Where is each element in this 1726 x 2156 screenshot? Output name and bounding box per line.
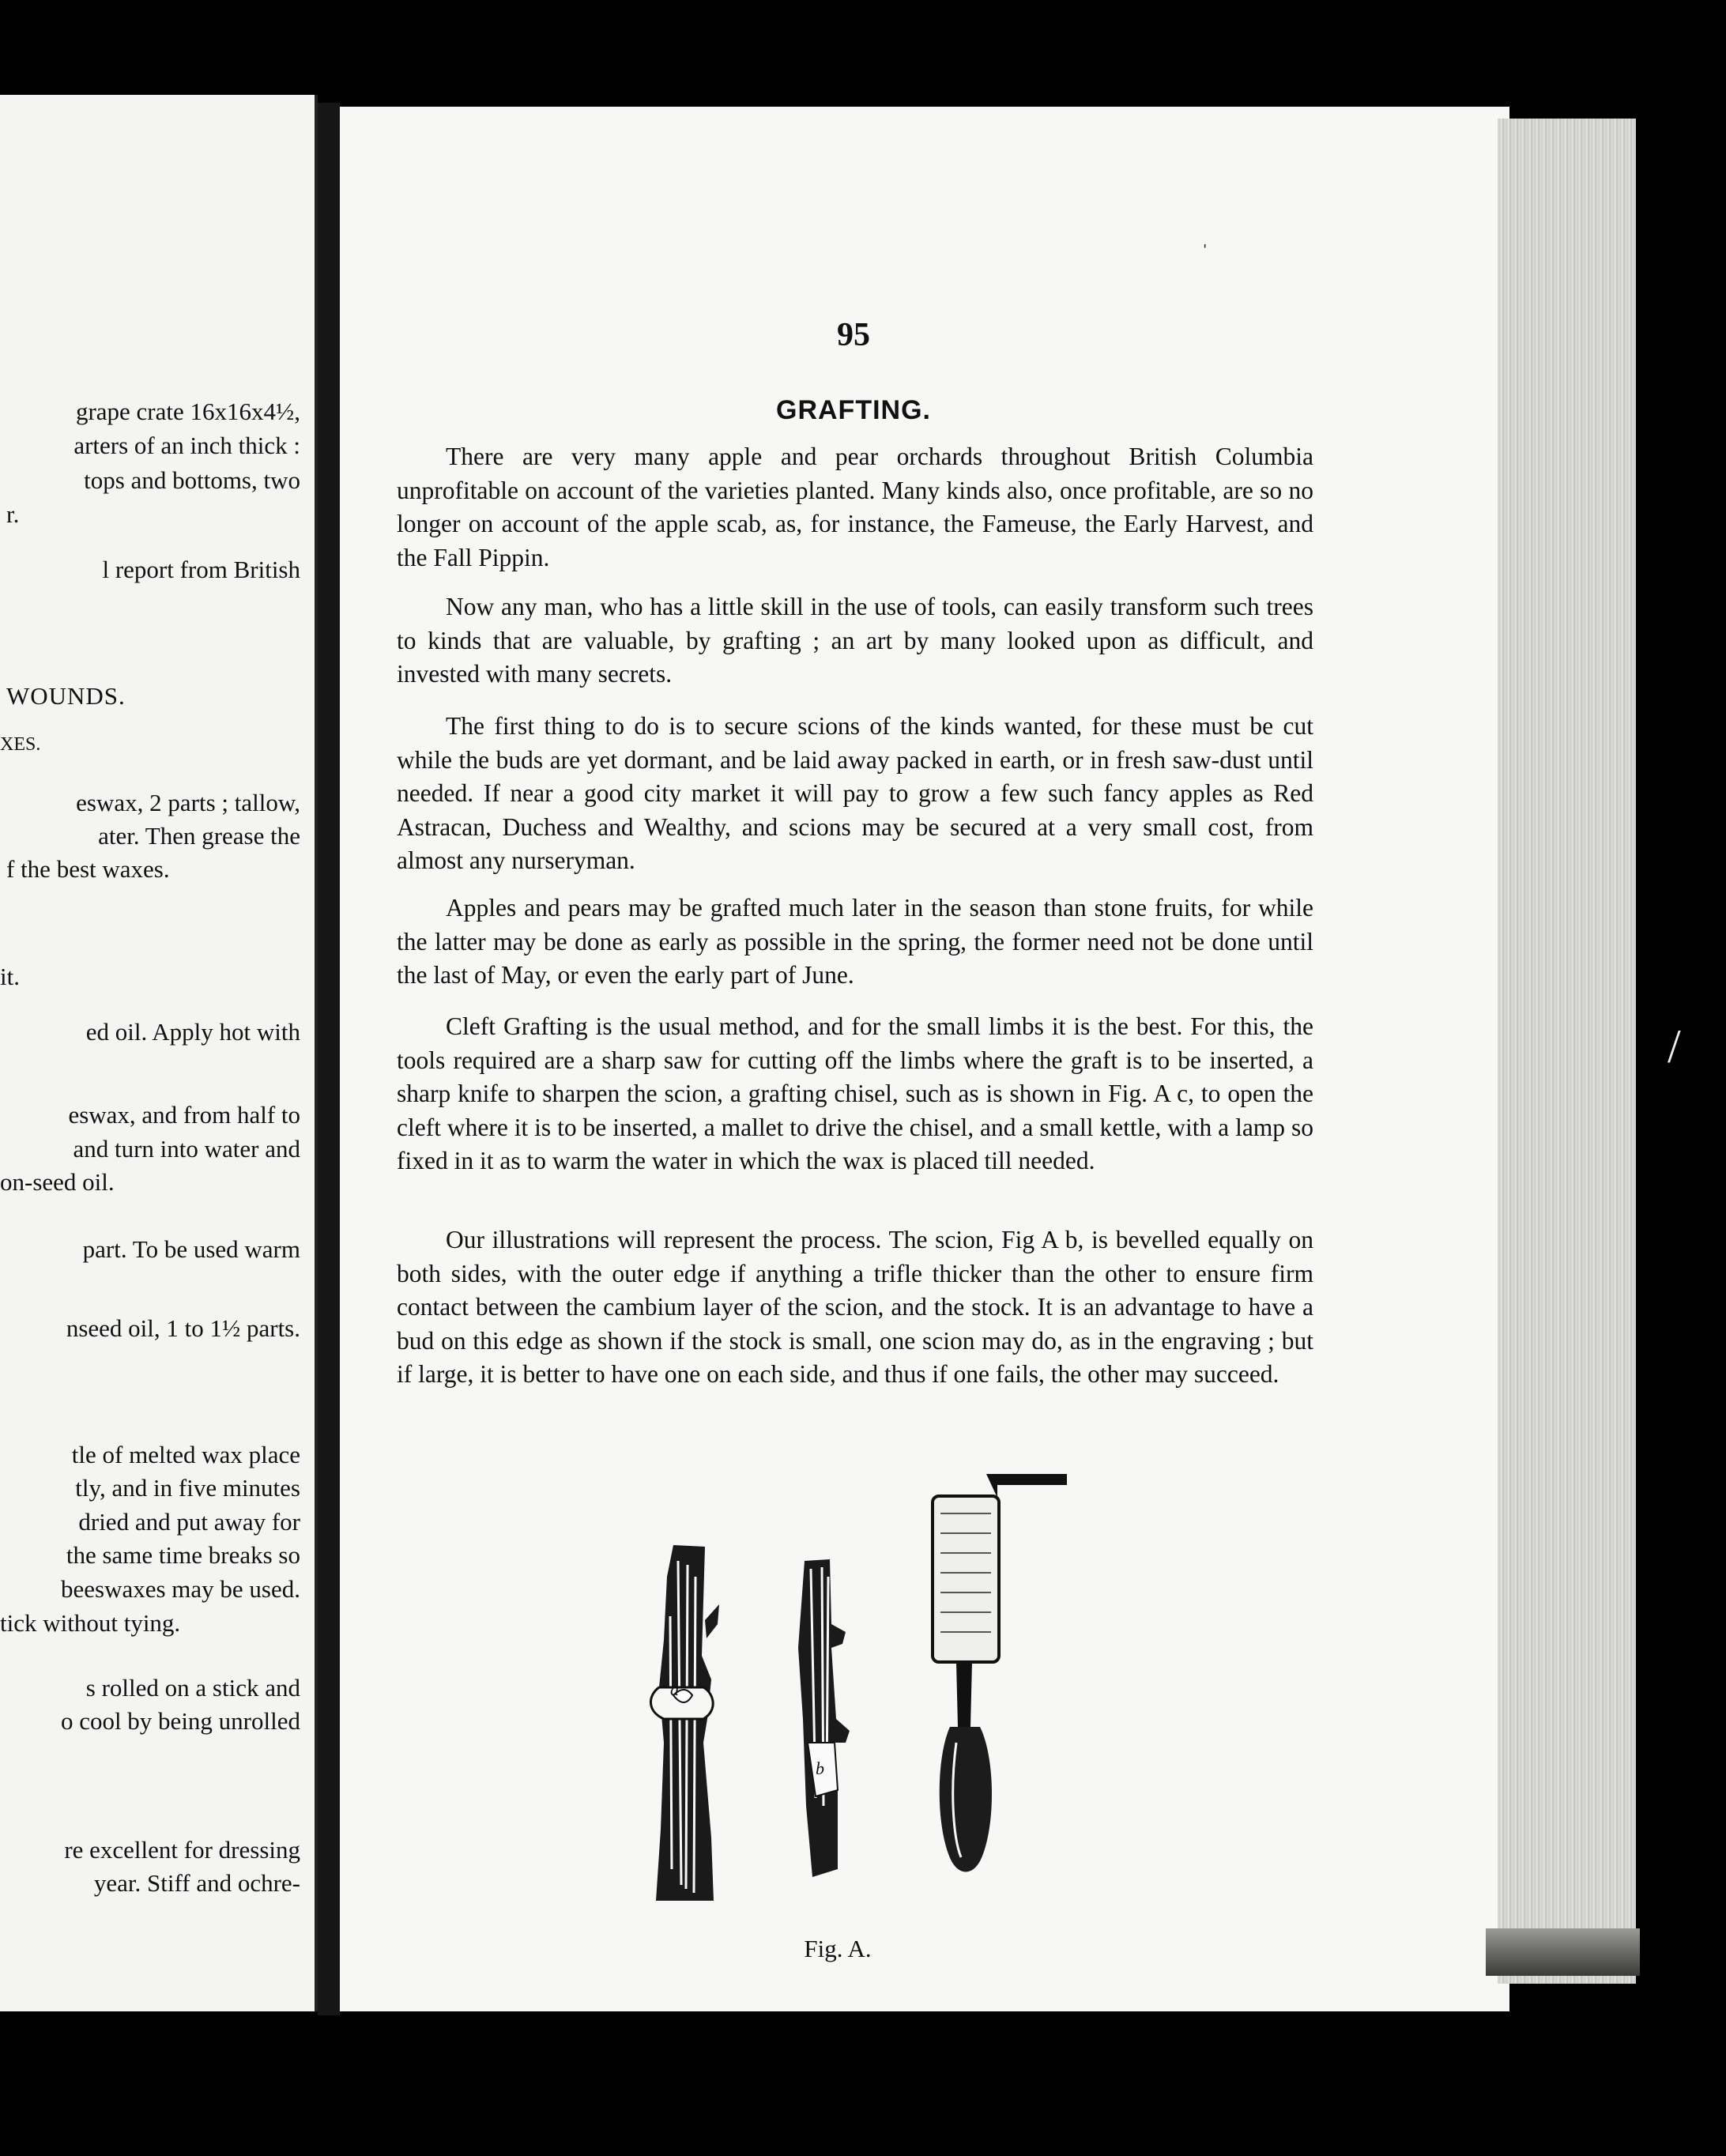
left-page-line: o cool by being unrolled xyxy=(60,1707,300,1735)
paragraph: There are very many apple and pear orchards throughout British Columbia unprofitable on account of the varieties planted. Many kinds also, once profitable, are so no longer on account of the apple scab, as, for instance, the Fameuse, the Early Harvest, and the Fall Pippin. xyxy=(397,443,1313,571)
left-page-line: it. xyxy=(0,963,20,990)
left-page-line: tle of melted wax place xyxy=(71,1441,300,1468)
left-page-line: part. To be used warm xyxy=(82,1235,300,1263)
left-page-line: r. xyxy=(6,500,20,528)
paragraph: Cleft Grafting is the usual method, and for the small limbs it is the best. For this, the tools required are a sharp saw for cutting off the limbs where the graft is to be inserted, a sharp knife to sharpen the scion, a grafting chisel, such as is shown in Fig. A c, to open the cleft where it is to be inserted, a mallet to drive the chisel, and a small kettle, with a lamp so fixed in it as to warm the water in which the wax is placed till needed. xyxy=(397,1012,1313,1174)
grafting-chisel xyxy=(933,1474,1067,1872)
left-page-heading: WOUNDS. xyxy=(6,682,126,710)
margin-mark: / xyxy=(1668,1020,1681,1072)
left-page-line: on-seed oil. xyxy=(0,1168,115,1196)
left-page-line: s rolled on a stick and xyxy=(85,1674,300,1702)
scion xyxy=(798,1559,850,1877)
left-page-line: eswax, 2 parts ; tallow, xyxy=(76,789,300,816)
left-page xyxy=(0,95,318,2011)
section-heading: GRAFTING. xyxy=(776,395,931,425)
figure-label-b: b xyxy=(816,1758,824,1778)
figure-a-illustration xyxy=(609,1458,1083,1917)
left-page-line: l report from British xyxy=(102,556,300,583)
left-page-line: XES. xyxy=(0,734,41,755)
grafted-stock xyxy=(650,1545,719,1901)
left-page-line: ed oil. Apply hot with xyxy=(85,1018,300,1046)
paragraph: The first thing to do is to secure scions of the kinds wanted, for these must be cut while the buds are yet dormant, and be laid away packed in earth, or in fresh saw-dust until needed. If near a good city market it will pay to grow a few such fancy apples as Red Astracan, Duchess and Wealthy, and scions may be secured at a very small cost, from almost any nurseryman. xyxy=(397,712,1313,874)
left-page-line: beeswaxes may be used. xyxy=(60,1575,300,1603)
figure-caption: Fig. A. xyxy=(804,1935,872,1962)
page-edges xyxy=(1498,119,1636,1984)
left-page-line: year. Stiff and ochre- xyxy=(93,1869,300,1897)
left-page-line: eswax, and from half to xyxy=(68,1101,300,1129)
left-page-line: tly, and in five minutes xyxy=(75,1474,300,1502)
left-page-line: and turn into water and xyxy=(73,1135,300,1163)
page-number: 95 xyxy=(837,317,870,353)
left-page-line: re excellent for dressing xyxy=(64,1836,300,1864)
page-edges-shadow xyxy=(1486,1928,1640,1976)
paragraph: Now any man, who has a little skill in the use of tools, can easily transform such trees to kinds that are valuable, by grafting ; an art by many looked upon as difficult, and invested with many secrets. xyxy=(397,593,1313,688)
book-gutter xyxy=(318,103,340,2015)
paragraph: Our illustrations will represent the process. The scion, Fig A b, is bevelled equally on both sides, with the outer edge if anything a trifle thicker than the other to ensure firm contact between the cambium layer of the scion, and the stock. It is an advantage to have a bud on this edge as shown if the stock is small, one scion may do, as in the engraving ; but if large, it is better to have one on each side, and thus if one fails, the other may succeed. xyxy=(397,1226,1313,1388)
figure-label-a: a xyxy=(670,1679,679,1699)
left-page-line: f the best waxes. xyxy=(6,855,170,883)
left-page-line: tops and bottoms, two xyxy=(84,466,300,494)
specks: ˈ xyxy=(1201,241,1209,266)
left-page-line: tick without tying. xyxy=(0,1609,181,1637)
left-page-line: the same time breaks so xyxy=(66,1541,300,1569)
left-page-line: grape crate 16x16x4½, xyxy=(75,398,300,425)
left-page-line: dried and put away for xyxy=(78,1508,300,1536)
left-page-line: arters of an inch thick : xyxy=(73,432,300,459)
left-page-line: nseed oil, 1 to 1½ parts. xyxy=(66,1314,300,1342)
left-page-line: ater. Then grease the xyxy=(98,822,300,850)
paragraph: Apples and pears may be grafted much later in the season than stone fruits, for while the latter may be done as early as possible in the spring, the former need not be done until the last of May, or even the early part of June. xyxy=(397,894,1313,989)
